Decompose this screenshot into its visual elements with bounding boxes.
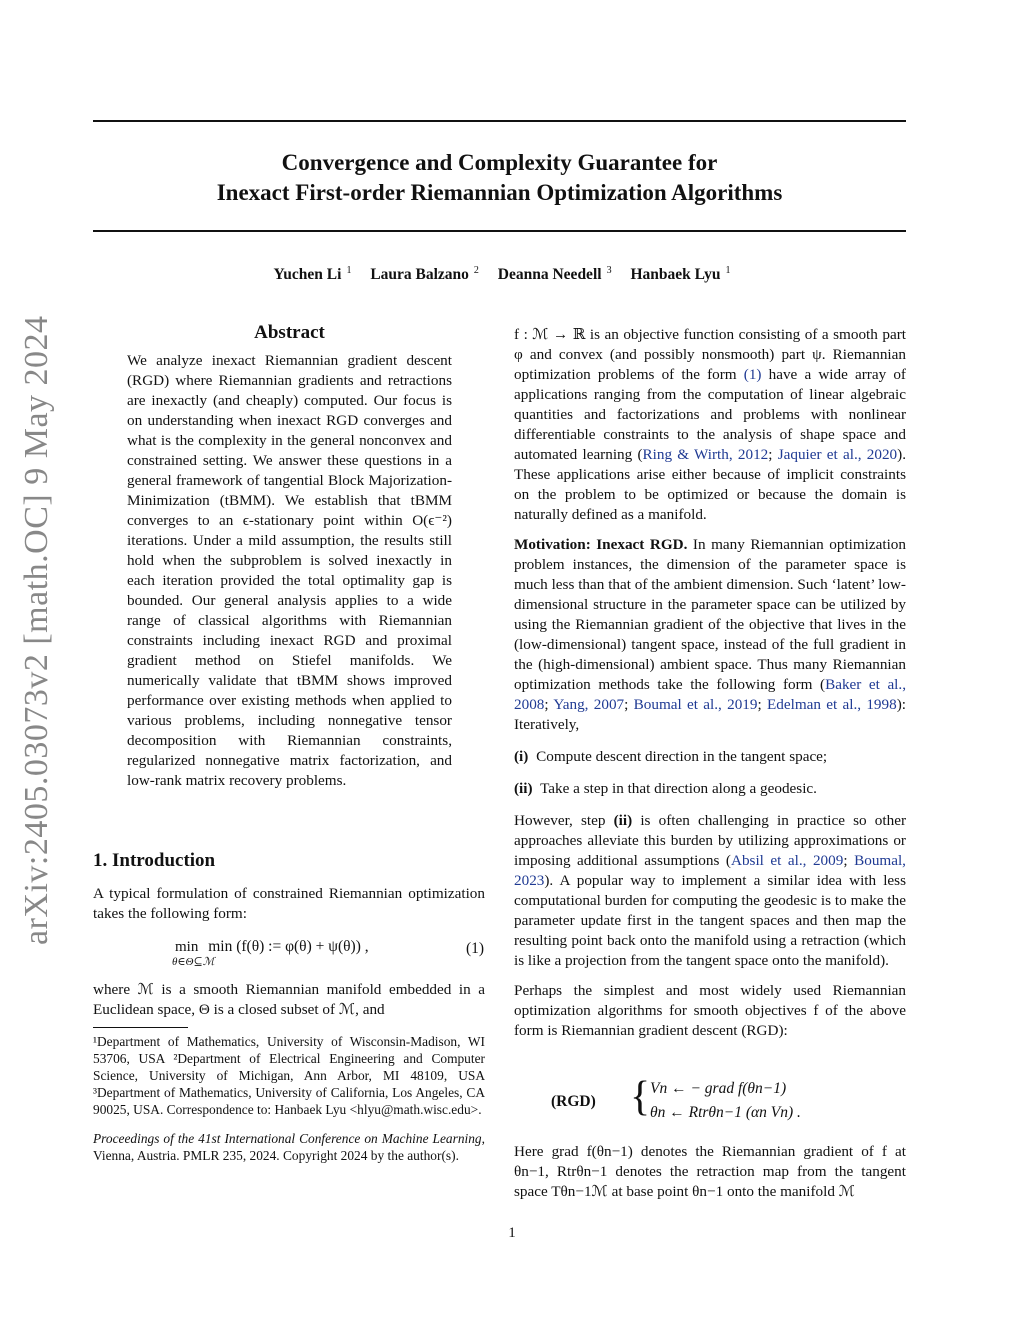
equation-1: min min (f(θ) := φ(θ) + ψ(θ)) , [175, 938, 369, 955]
title-top-rule [93, 120, 906, 122]
introduction-heading: 1. Introduction [93, 850, 216, 871]
right-column-end [514, 1142, 906, 1202]
author: Yuchen Li $^1$ [273, 265, 352, 284]
body-paragraph: f : ℳ → ℝ is an objective function consisting of a smooth part φ and convex (and possibly nonsmooth) part ψ. Riemannian optimization problems of the form (1) have a wide array of applications ranging from the computation of linear algebraic quantities and factorizations and problems with nonlinear differentiable constraints to the analysis of shape space and automated learning (Ring & Wirth, 2012; Jaquier et al., 2020). These applications arise either because of implicit constraints on the problem to be optimized or because the domain is naturally defined as a manifold. [514, 326, 906, 523]
body-paragraph: However, step (ii) is often challenging in practice so other approaches alleviate this burden by utilizing approximations or imposing additional assumptions (Absil et al., 2009; Boumal, 2023). A popular way to implement a similar idea with less computational burden for computing the geodesic is to make the parameter update first in the tangent spaces and then map the resulting point back onto the manifold using a retraction (which is like a projection from the tangent space onto the manifold). [514, 812, 906, 969]
footnote-block [93, 1033, 485, 1164]
citation-link[interactable]: Boumal, 2023 [514, 852, 906, 889]
citation-link[interactable]: Yang, 2007 [553, 696, 625, 713]
title-line-2: Inexact First-order Riemannian Optimization Algorithms [216, 180, 783, 205]
author-list [93, 265, 906, 284]
footnote-rule [93, 1027, 188, 1028]
author: Hanbaek Lyu $^1$ [630, 265, 731, 284]
list-item: (ii) Take a step in that direction along a geodesic. [514, 780, 817, 797]
intro-continuation [93, 980, 485, 1020]
title-bottom-rule [93, 230, 906, 232]
equation-body: min (f(θ) := φ(θ) + ψ(θ)) , [208, 938, 369, 955]
abstract-text: We analyze inexact Riemannian gradient descent (RGD) where Riemannian gradients and retractions are inexactly (and cheaply) computed. Our focus is on understanding when inexact RGD converges and what is the complexity in the general nonconvex and constrained setting. We answer these questions in a general framework of tangential Block Majorization-Minimization (tBMM). We establish that tBMM converges to an ϵ-stationary point within O(ϵ⁻²) iterations. Under a mild assumption, the results still hold when the subproblem is solved inexactly in each iteration provided the total optimality gap is bounded. Our general analysis applies to a wide range of classical algorithms with Riemannian constraints including inexact RGD and proximal gradient method on Stiefel manifolds. We numerically validate that tBMM shows improved performance over existing methods when applied to various problems, including nonnegative tensor decomposition with Riemannian constraints, regularized nonnegative matrix factorization, and low-rank matrix recovery problems. [127, 352, 452, 789]
paper-title [93, 148, 906, 208]
citation-link[interactable]: Ring & Wirth, 2012 [642, 446, 769, 463]
citation-link[interactable]: Absil et al., 2009 [730, 852, 844, 869]
abstract-heading: Abstract [254, 322, 325, 343]
citation-link[interactable]: Edelman et al., 1998 [767, 696, 897, 713]
abstract-text-block [127, 351, 452, 791]
equation-reference-link[interactable]: (1) [743, 366, 762, 383]
list-item: (i) Compute descent direction in the tangent space; [514, 748, 828, 765]
equation-number: (1) [466, 940, 485, 957]
arxiv-identifier: arXiv:2405.03073v2 [math.OC] 9 May 2024 [18, 315, 55, 945]
equation-subscript: θ∈Θ⊆ℳ [172, 956, 215, 968]
intro-paragraph: A typical formulation of constrained Riemannian optimization takes the following form: [93, 885, 485, 922]
body-paragraph: Perhaps the simplest and most widely used Riemannian optimization algorithms for smooth objectives f of the above form is Riemannian gradient descent (RGD): [514, 982, 906, 1039]
right-column [514, 325, 906, 1041]
introduction-section [93, 850, 485, 924]
rgd-update-direction: Vn ← − grad f(θn−1) [650, 1080, 787, 1097]
citation-link[interactable]: Jaquier et al., 2020 [777, 446, 898, 463]
rgd-brace: { [630, 1074, 651, 1120]
citation-link[interactable]: Baker et al., 2008 [514, 676, 906, 713]
rgd-update-retraction: θn ← Rtrθn−1 (αn Vn) . [650, 1104, 801, 1121]
title-line-1: Convergence and Complexity Guarantee for [281, 150, 718, 175]
citation-link[interactable]: Boumal et al., 2019 [633, 696, 758, 713]
proceedings-footnote: Proceedings of the 41st International Conference on Machine Learning, Vienna, Austria. PMLR 235, 2024. Copyright 2024 by the author(s). [93, 1131, 485, 1163]
author: Deanna Needell $^3$ [497, 265, 612, 284]
rgd-label: (RGD) [551, 1093, 596, 1110]
page-number: 1 [508, 1225, 516, 1241]
motivation-paragraph: Motivation: Inexact RGD. In many Riemannian optimization problem instances, the dimension of the parameter space is much less than that of the ambient dimension. Such ‘latent’ low-dimensional structure in the parameter space can be utilized by using the Riemannian gradient of the objective that lives in the (low-dimensional) tangent space, instead of the full gradient in the (high-dimensional) ambient space. Thus many Riemannian optimization methods take the following form (Baker et al., 2008; Yang, 2007; Boumal et al., 2019; Edelman et al., 1998): Iteratively, [514, 536, 906, 733]
affiliations-footnote: ¹Department of Mathematics, University of Wisconsin-Madison, WI 53706, USA ²Department of Electrical Engineering and Computer Science, University of Michigan, Ann Arbor, MI 48109, USA ³Department of Mathematics, University of California, Los Angeles, CA 90025, USA. Correspondence to: Hanbaek Lyu <hlyu@math.wisc.edu>. [93, 1034, 485, 1117]
intro-paragraph: where ℳ is a smooth Riemannian manifold embedded in a Euclidean space, Θ is a closed subset of ℳ, and [93, 981, 485, 1018]
author: Laura Balzano $^2$ [370, 265, 479, 284]
body-paragraph: Here grad f(θn−1) denotes the Riemannian gradient of f at θn−1, Rtrθn−1 denotes the retraction map from the tangent space Tθn−1ℳ at base point θn−1 onto the manifold ℳ [514, 1143, 906, 1200]
